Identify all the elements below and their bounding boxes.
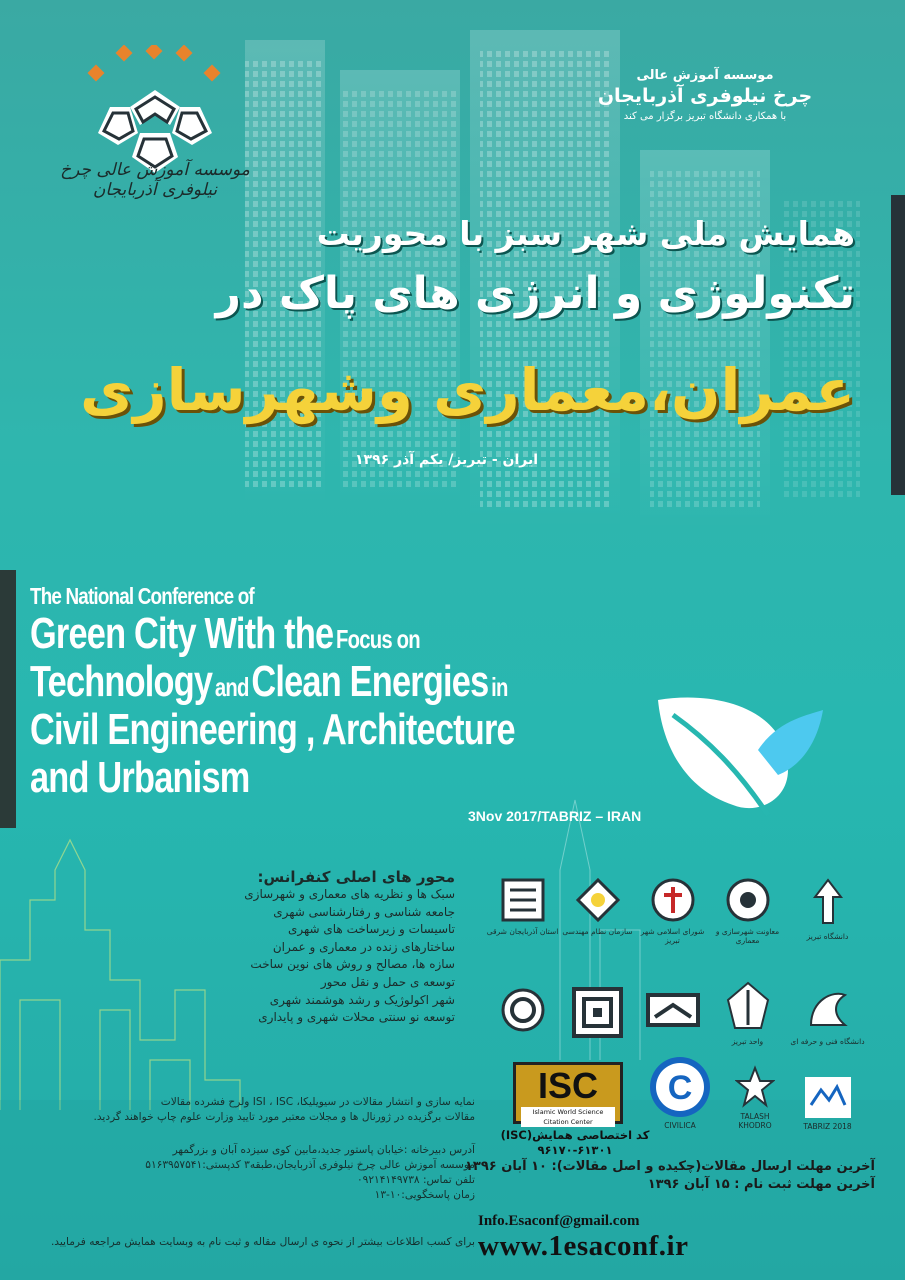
english-title-line3 xyxy=(30,657,529,706)
technical-university-label: دانشگاه فنی و حرفه ای xyxy=(790,1037,865,1046)
institute-line2: چرخ نیلوفری آذربایجان xyxy=(597,85,813,107)
english-title-line3d: in xyxy=(491,672,508,702)
deadline-registration: آخرین مهلت ثبت نام : ۱۵ آبان ۱۳۹۶ xyxy=(647,1177,875,1192)
persian-title-line3: عمران،معماری وشهرسازی xyxy=(80,356,855,424)
city-council-logo xyxy=(635,875,710,945)
institute-logo-caption: موسسه آموزش عالی چرخ نیلوفری آذربایجان xyxy=(60,160,250,200)
city-council-label: شورای اسلامی شهر تبریز xyxy=(640,927,705,945)
isc-text: ISC xyxy=(537,1065,598,1106)
english-title-line2 xyxy=(30,609,529,658)
conference-topics xyxy=(225,868,455,1027)
english-title-line4-text: Civil Engineering , Architecture xyxy=(30,705,515,754)
website-link[interactable]: www.1esaconf.ir xyxy=(478,1230,689,1262)
svg-text:C: C xyxy=(667,1069,693,1107)
urban-deputy-logo xyxy=(710,875,785,945)
institute-line1: موسسه آموزش عالی xyxy=(636,68,774,83)
english-title-line1: The National Conference of xyxy=(30,583,254,609)
circle-logo xyxy=(485,985,560,1037)
handshake-logo xyxy=(635,985,710,1037)
english-title-line3b: and xyxy=(214,672,249,702)
english-title-line3a: Technology xyxy=(30,657,213,706)
indexing-line2: مقالات برگزیده در ژورنال ها و مجلات معتبر مورد تایید وزارت علوم چاپ خواهند گردید. xyxy=(93,1111,475,1123)
topic-item: شهر اکولوژیک و رشد هوشمند شهری xyxy=(269,992,455,1007)
english-title-line5 xyxy=(30,753,529,802)
engineering-org-label: سازمان نظام مهندسی xyxy=(562,927,633,936)
persian-title-line1: همایش ملی شهر سبز با محوریت xyxy=(316,214,855,253)
azad-university-label: واحد تبریز xyxy=(731,1037,764,1046)
tabriz-2018-label: TABRIZ 2018 xyxy=(803,1122,852,1131)
green-leaf-icon xyxy=(638,680,828,820)
isc-badge xyxy=(513,1062,623,1124)
topic-item: توسعه ی حمل و نقل محور xyxy=(320,974,455,989)
azad-university-logo xyxy=(710,980,785,1046)
english-title-line3c: Clean Energies xyxy=(251,657,489,706)
english-title-line4 xyxy=(30,705,529,754)
deadline-papers: آخرین مهلت ارسال مقالات(چکیده و اصل مقالات): ۱۰ آبان ۱۳۹۶ xyxy=(464,1159,875,1174)
institute-line3: با همکاری دانشگاه تبریز برگزار می کند xyxy=(623,111,787,122)
isc-code-value: ۹۶۱۷۰-۶۱۳۰۱ xyxy=(537,1143,613,1157)
topic-item: توسعه نو سنتی محلات شهری و پایداری xyxy=(258,1010,455,1025)
english-title-line2a: Green City With the xyxy=(30,609,334,658)
topic-item: تاسیسات و زیرساخت های شهری xyxy=(287,922,455,937)
english-title xyxy=(30,585,670,800)
institute-header xyxy=(575,68,835,122)
left-accent-bar xyxy=(0,570,16,828)
deadlines xyxy=(445,1158,875,1194)
english-title-line2b: Focus on xyxy=(336,624,420,654)
english-title-line5-text: and Urbanism xyxy=(30,753,250,802)
topics-title: محور های اصلی کنفرانس: xyxy=(257,868,455,886)
contact-info xyxy=(100,1143,475,1203)
topic-item: ساختارهای زنده در معماری و عمران xyxy=(272,939,455,954)
contact-email[interactable]: Info.Esaconf@gmail.com xyxy=(478,1213,640,1229)
technical-university-logo xyxy=(790,985,865,1046)
topic-item: سبک ها و نظریه های معماری و شهرسازی xyxy=(244,887,455,901)
indexing-info xyxy=(25,1095,475,1125)
isc-code-label: کد اختصاصی همایش(ISC) xyxy=(500,1128,650,1142)
english-date: 3Nov 2017/TABRIZ – IRAN xyxy=(468,808,642,824)
urban-deputy-label: معاونت شهرسازی و معماری xyxy=(715,927,780,945)
talash-logo xyxy=(725,1065,785,1130)
province-logo xyxy=(485,875,560,936)
address-line2: موسسه آموزش عالی چرخ نیلوفری آذربایجان،طبقه۳ کدپستی:۵۱۶۳۹۵۷۵۴۱ xyxy=(145,1159,475,1171)
address-line1: آدرس دبیرخانه :خیابان پاستور جدید،مابین کوی سیزده آبان و بزرگمهر xyxy=(172,1144,475,1156)
talash-label: TALASH KHODRO xyxy=(738,1112,772,1130)
engineering-org-logo xyxy=(560,875,635,936)
indexing-line1: نمایه سازی و انتشار مقالات در سیویلیکا، ISI ، ISC ولرح فشرده مقالات xyxy=(160,1096,475,1108)
topic-item: سازه ها، مصالح و روش های نوین ساخت xyxy=(250,957,455,972)
civilica-label: CIVILICA xyxy=(664,1121,696,1130)
square-pattern-logo xyxy=(560,985,635,1042)
civilica-logo xyxy=(645,1055,715,1130)
university-of-tabriz-logo xyxy=(790,875,865,941)
university-of-tabriz-label: دانشگاه تبریز xyxy=(806,932,849,941)
topic-item: جامعه شناسی و رفتارشناسی شهری xyxy=(273,904,455,919)
persian-title-line2: تکنولوژی و انرژی های پاک در xyxy=(215,268,855,319)
persian-date: ایران - تبریز/ یکم آذر ۱۳۹۶ xyxy=(355,452,539,468)
footer-note: برای کسب اطلاعات بیشتر از نحوه ی ارسال مقاله و ثبت نام به وبسایت همایش مراجعه فرمایید. xyxy=(50,1236,475,1248)
tabriz-2018-logo xyxy=(790,1075,865,1131)
isc-code xyxy=(500,1128,650,1158)
hours: زمان پاسخگویی:۱۰-۱۳ xyxy=(374,1189,475,1201)
isc-subtitle: Islamic World Science Citation Center xyxy=(521,1107,615,1127)
phone: تلفن تماس: ۰۹۲۱۴۱۴۹۷۳۸ xyxy=(356,1174,475,1186)
right-accent-bar xyxy=(891,195,905,495)
province-label: استان آذربایجان شرقی xyxy=(486,927,559,936)
